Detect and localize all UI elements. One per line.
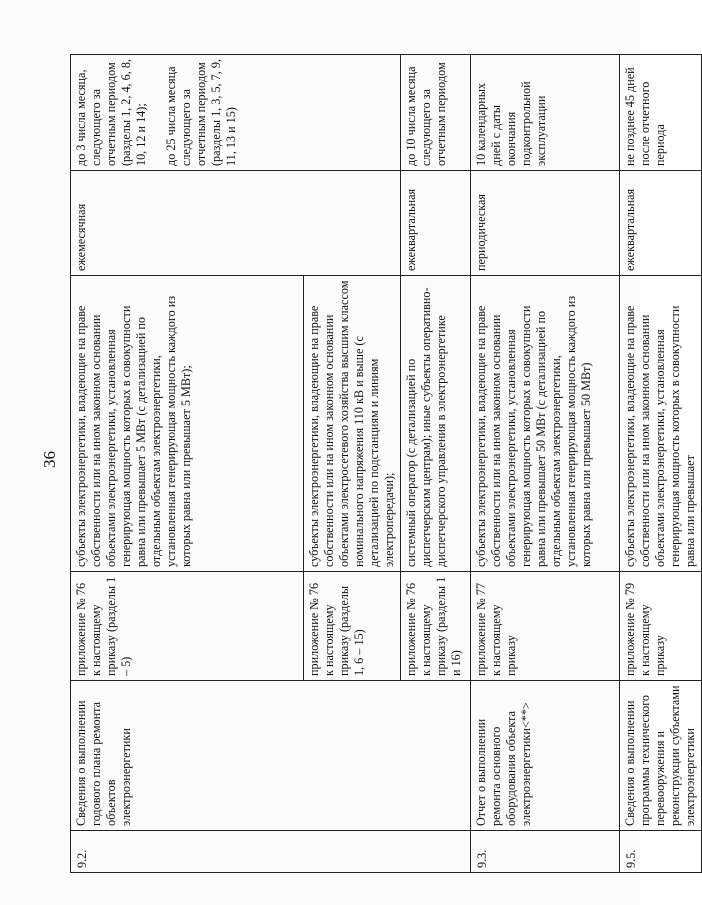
rotated-table-container bbox=[70, 55, 697, 873]
reporting-subjects-9-5: субъекты электроэнергетики, владеющие на праве собственности или на ином законном основании объектами электроэнергетики, установленная генерирующая мощность которых в совокупности равна или превышает bbox=[620, 276, 702, 572]
form-reference-9-2-c: приложение № 76 к настоящему приказу (разделы 1 и 16) bbox=[401, 572, 471, 681]
deadline-9-2-c: до 10 числа месяца следующего за отчетным периодом bbox=[401, 55, 471, 171]
deadline-9-5: не позднее 45 дней после отчетного периода bbox=[620, 55, 702, 171]
table-row-9-2-a bbox=[71, 55, 304, 873]
page-number: 36 bbox=[40, 451, 59, 468]
form-reference-9-5: приложение № 79 к настоящему приказу bbox=[620, 572, 702, 681]
reporting-forms-table bbox=[70, 54, 702, 873]
deadline-9-3: 10 календарных дней с даты окончания подконтрольной эксплуатации bbox=[471, 55, 620, 171]
periodicity-9-2-a: ежемесячная bbox=[71, 171, 401, 276]
reporting-subjects-9-2-a: субъекты электроэнергетики, владеющие на праве собственности или на ином законном основании объектами электроэнергетики, установленная генерирующая мощность которых в совокупности равна или превышает 5 МВт (с детализацией по отдельным объектам электроэнергетики, установленная генерирующая мощность каждого из которых равна или превышает 5 МВт); bbox=[71, 276, 304, 572]
table-row-9-5 bbox=[620, 55, 702, 873]
form-reference-9-3: приложение № 77 к настоящему приказу bbox=[471, 572, 620, 681]
reporting-subjects-9-2-b: субъекты электроэнергетики, владеющие на праве собственности или на ином законном основании объектами электросетевого хозяйства высшим классом номинального напряжения 110 кВ и выше (с детализацией по подстанциям и линиям электропередачи); bbox=[304, 276, 401, 572]
reporting-subjects-9-3: субъекты электроэнергетики, владеющие на праве собственности или на ином законном основании объектами электроэнергетики, установленная генерирующая мощность которых в совокупности равна или превышает 50 МВт (с детализацией по отдельным объектам электроэнергетики, установленная генерирующая мощность каждого из которых равна или превышает 50 МВт) bbox=[471, 276, 620, 572]
report-name-9-2: Сведения о выполнении годового плана ремонта объектов электроэнергетики bbox=[71, 681, 471, 831]
table-row-9-3 bbox=[471, 55, 620, 873]
report-name-9-5: Сведения о выполнении программы технического перевооружения и реконструкции субъектами электроэнергетики bbox=[620, 681, 702, 831]
reporting-subjects-9-2-c: системный оператор (с детализацией по диспетчерским центрам); иные субъекты оперативно-диспетчерского управления в электроэнергетике bbox=[401, 276, 471, 572]
row-number-9-2: 9.2. bbox=[71, 831, 471, 873]
report-name-9-3: Отчет о выполнении ремонта основного оборудования объекта электроэнергетики<**> bbox=[471, 681, 620, 831]
form-reference-9-2-b: приложение № 76 к настоящему приказу (разделы 1, 6 – 15) bbox=[304, 572, 401, 681]
row-number-9-3: 9.3. bbox=[471, 831, 620, 873]
periodicity-9-5: ежеквартальная bbox=[620, 171, 702, 276]
row-number-9-5: 9.5. bbox=[620, 831, 702, 873]
deadline-9-2-a: до 3 числа месяца, следующего за отчетным периодом (разделы 1, 2, 4, 6, 8, 10, 12 и 14); до 25 числа месяца следующего за отчетным периодом (разделы 1, 3, 5, 7, 9, 11, 13 и 15) bbox=[71, 55, 401, 171]
periodicity-9-2-c: ежеквартальная bbox=[401, 171, 471, 276]
periodicity-9-3: периодическая bbox=[471, 171, 620, 276]
form-reference-9-2-a: приложение № 76 к настоящему приказу (разделы 1 – 5) bbox=[71, 572, 304, 681]
